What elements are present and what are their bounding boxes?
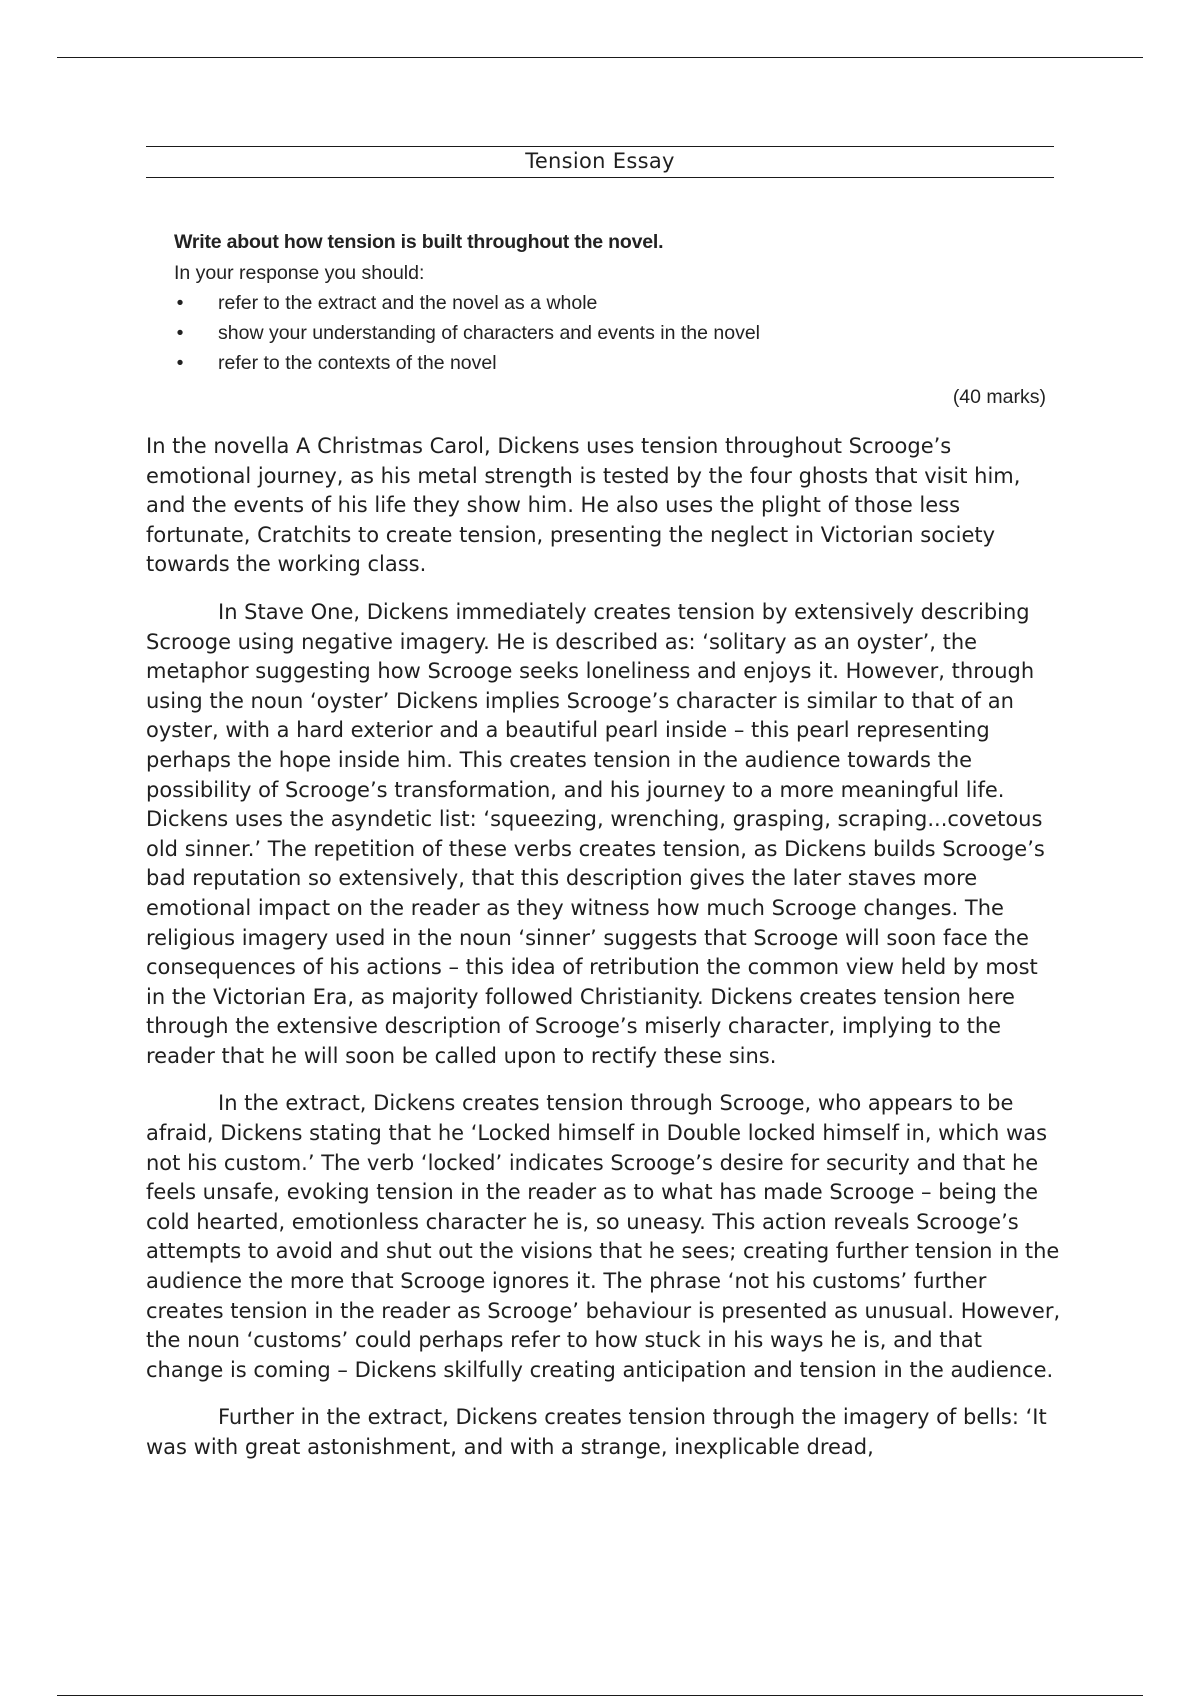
bullet-text: refer to the contexts of the novel bbox=[218, 352, 497, 374]
essay-body bbox=[146, 432, 1061, 1481]
essay-paragraph-intro: In the novella A Christmas Carol, Dickens uses tension throughout Scrooge’s emotional journey, as his metal strength is tested by the four ghosts that visit him, and the events of his life they show him. He also uses the plight of those less fortunate, Cratchits to create tension, presenting the neglect in Victorian society towards the working class. bbox=[146, 434, 1021, 577]
page-title: Tension Essay bbox=[146, 146, 1054, 178]
bullet-icon: • bbox=[176, 352, 184, 374]
bullet-text: refer to the extract and the novel as a whole bbox=[218, 292, 598, 314]
essay-paragraph: Further in the extract, Dickens creates tension through the imagery of bells: ‘It was with great astonishment, and with a strange, inexplicable dread, bbox=[146, 1405, 1047, 1459]
list-item bbox=[174, 288, 1046, 318]
essay-paragraph: In Stave One, Dickens immediately creates tension by extensively describing Scrooge using negative imagery. He is described as: ‘solitary as an oyster’, the metaphor suggesting how Scrooge seeks loneliness and enjoys it. However, through using the noun ‘oyster’ Dickens implies Scrooge’s character is similar to that of an oyster, with a hard exterior and a beautiful pearl inside – this pearl representing perhaps the hope inside him. This creates tension in the audience towards the possibility of Scrooge’s transformation, and his journey to a more meaningful life. Dickens uses the asyndetic list: ‘squeezing, wrenching, grasping, scraping...covetous old sinner.’ The repetition of these verbs creates tension, as Dickens builds Scrooge’s bad reputation so extensively, that this description gives the later staves more emotional impact on the reader as they witness how much Scrooge changes. The religious imagery used in the noun ‘sinner’ suggests that Scrooge will soon face the consequences of his actions – this idea of retribution the common view held by most in the Victorian Era, as majority followed Christianity. Dickens creates tension here through the extensive description of Scrooge’s miserly character, implying to the reader that he will soon be called upon to rectify these sins. bbox=[146, 599, 1045, 1068]
marks-label: (40 marks) bbox=[952, 386, 1046, 408]
list-item bbox=[174, 348, 1046, 378]
question-intro: In your response you should: bbox=[174, 262, 425, 284]
list-item bbox=[174, 318, 1046, 348]
bullet-text: show your understanding of characters and events in the novel bbox=[218, 322, 761, 344]
header-rule bbox=[57, 57, 1143, 58]
question-box bbox=[174, 228, 1046, 378]
question-bullet-list bbox=[174, 288, 1046, 378]
footer-rule bbox=[57, 1695, 1143, 1696]
bullet-icon: • bbox=[176, 292, 184, 314]
essay-paragraph: In the extract, Dickens creates tension through Scrooge, who appears to be afraid, Dickens stating that he ‘Locked himself in Double locked himself in, which was not his custom.’ The verb ‘locked’ indicates Scrooge’s desire for security and that he feels unsafe, evoking tension in the reader as to what has made Scrooge – being the cold hearted, emotionless character he is, so uneasy. This action reveals Scrooge’s attempts to avoid and shut out the visions that he sees; creating further tension in the audience the more that Scrooge ignores it. The phrase ‘not his customs’ further creates tension in the reader as Scrooge’ behaviour is presented as unusual. However, the noun ‘customs’ could perhaps refer to how stuck in his ways he is, and that change is coming – Dickens skilfully creating anticipation and tension in the audience. bbox=[146, 1091, 1061, 1382]
bullet-icon: • bbox=[176, 322, 184, 344]
question-heading: Write about how tension is built throughout the novel. bbox=[174, 231, 664, 253]
